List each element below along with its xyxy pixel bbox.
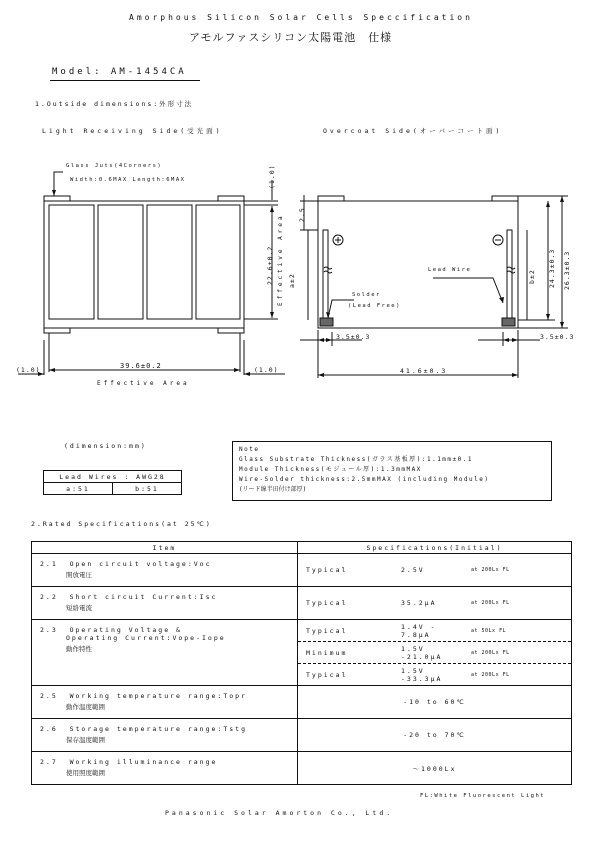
title-english: Amorphous Silicon Solar Cells Speccification xyxy=(129,13,473,22)
note-title: Note xyxy=(239,446,260,453)
note-line4: (リード線半田付け部厚) xyxy=(239,486,307,493)
section1-heading: 1.Outside dimensions:外形寸法 xyxy=(35,100,194,108)
title-japanese: アモルファスシリコン太陽電池 仕様 xyxy=(189,31,393,44)
spec-row-2-1: 2.1 Open circuit voltage:Voc 開放電圧 Typical 2.5V at 200Lx FL xyxy=(32,554,572,587)
glass-jut-br xyxy=(218,328,244,333)
cell-2 xyxy=(98,205,143,319)
note-box xyxy=(232,441,552,501)
dim-overall-width: 41.6±0.3 xyxy=(400,367,448,375)
spec-row-2-2: 2.2 Short circuit Current:Isc 短絡電流 Typical 35.2μA at 200Lx FL xyxy=(32,587,572,620)
glass-juts-label: Glass Juts(4Corners) xyxy=(66,163,163,169)
note-line3: Wire-Solder thickness:2.5mmMAX (including Module) xyxy=(239,476,490,483)
dim-b2: b±2 xyxy=(528,269,536,284)
effective-area-label: Effective Area xyxy=(97,380,190,387)
lead-wire-label: Lead Wire xyxy=(428,267,472,273)
dimension-unit: (dimension:mm) xyxy=(64,442,147,450)
glass-juts-size: Width:0.6MAX Length:6MAX xyxy=(70,177,186,183)
light-side-label: Light Receiving Side(受光面) xyxy=(42,127,223,135)
spec-row-2-7: 2.7 Working illuminance range 使用照度範囲 ～1000Lx xyxy=(32,752,572,785)
model-label: Model: AM-1454CA xyxy=(52,67,187,77)
glass-jut-bl xyxy=(44,328,70,333)
lead-free-label: (Lead Free) xyxy=(348,303,401,309)
dim-height-effective: 22.6±0.2 xyxy=(266,245,274,285)
effective-area-vertical: Effective Area xyxy=(277,213,284,306)
cell-1 xyxy=(49,205,94,319)
glass-jut-tr xyxy=(218,196,244,201)
footnote-fl: FL:White Fluorescent Light xyxy=(420,793,546,799)
spec-row-2-3: 2.3 Operating Voltage & Operating Current:Vope-Iope 動作特性 Typical 1.4V - 7.8μA at 50Lx FL Minimum 1.5V -21.0μA at 200Lx FL Typical 1.5V -33.3μA at 200Lx FL xyxy=(32,620,572,686)
overcoat-side-label: Overcoat Side(オーバーコート面) xyxy=(323,127,503,135)
dim-side-left: (1.0) xyxy=(16,366,41,374)
col-item-header: Item xyxy=(32,542,298,554)
module-outline-left xyxy=(44,201,244,328)
lead-wires-header: Lead Wires : AWG28 xyxy=(44,471,182,483)
footer-company: Panasonic Solar Amorton Co., Ltd. xyxy=(165,809,394,817)
spec-row-2-6: 2.6 Storage temperature range:Tstg 保存温度範囲 -20 to 70℃ xyxy=(32,719,572,752)
cell-4 xyxy=(196,205,240,319)
note-line1: Glass Substrate Thickness(ガラス基板厚):1.1mm±0.1 xyxy=(239,456,473,463)
dim-top-right: (1.0) xyxy=(268,164,276,189)
dim-inner-height: 24.3±0.3 xyxy=(548,248,556,288)
dim-side-right: (1.0) xyxy=(254,366,279,374)
lead-b: b:51 xyxy=(113,483,182,495)
cell-3 xyxy=(147,205,192,319)
glass-jut-tl xyxy=(44,196,70,201)
col-spec-header: Specifications(Initial) xyxy=(298,542,572,554)
note-line2: Module Thickness(モジュール厚):1.3mmMAX xyxy=(239,466,422,473)
solder-label: Solder xyxy=(352,292,381,298)
dim-3-5-right: 3.5±0.3 xyxy=(540,333,575,341)
lead-wires-table xyxy=(43,470,182,495)
spec-table xyxy=(31,541,572,785)
section2-heading: 2.Rated Specifications(at 25℃) xyxy=(31,520,212,528)
spec-row-2-5: 2.5 Working temperature range:Topr 動作温度範囲 -10 to 60℃ xyxy=(32,686,572,719)
dim-a2: a±2 xyxy=(288,273,296,288)
dim-overall-height: 26.3±0.3 xyxy=(563,250,571,290)
dim-width-effective: 39.6±0.2 xyxy=(120,362,162,370)
dim-2-5: 2.5 xyxy=(298,207,306,222)
dim-3-5-left: 3.5±0.3 xyxy=(336,333,371,341)
lead-a: a:51 xyxy=(44,483,113,495)
